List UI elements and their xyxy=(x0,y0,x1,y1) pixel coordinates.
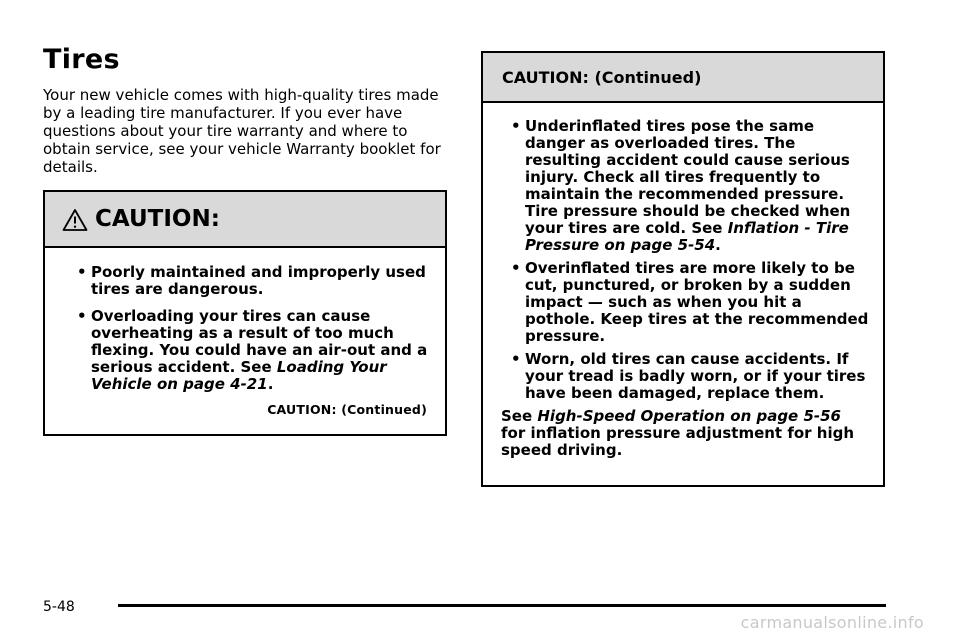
continued-notice: CAUTION: (Continued) xyxy=(267,402,427,417)
list-item xyxy=(506,351,869,402)
bullet-text: Overloading your tires can cause overheating as a result of too much flexing. You could have an air-out and a serious accident. See xyxy=(91,307,428,376)
list-item xyxy=(506,260,869,345)
left-column xyxy=(43,44,453,176)
caution-bullet-list xyxy=(72,264,429,393)
closing-text-end: for inflation pressure adjustment for high speed driving. xyxy=(501,424,855,459)
intro-paragraph: Your new vehicle comes with high-quality tires made by a leading tire manufacturer. If you ever have questions about your tire warranty and where to obtain service, see your vehicle Warranty booklet for details. xyxy=(43,86,441,176)
bullet-marker: • xyxy=(77,307,87,325)
caution-body xyxy=(483,103,883,459)
bullet-marker: • xyxy=(77,263,87,281)
bullet-marker: • xyxy=(511,259,521,277)
page-number: 5-48 xyxy=(43,599,75,615)
bullet-text-end: . xyxy=(715,236,721,254)
caution-header xyxy=(483,53,883,103)
caution-box xyxy=(43,190,447,436)
list-item xyxy=(72,264,429,298)
bullet-marker: • xyxy=(511,350,521,368)
caution-header xyxy=(45,192,445,248)
closing-paragraph xyxy=(501,408,869,459)
bullet-text: Worn, old tires can cause accidents. If your tread is badly worn, or if your tires have been damaged, replace them. xyxy=(525,350,866,402)
cross-reference-link[interactable]: Loading Your Vehicle on page 4-21 xyxy=(91,358,387,393)
caution-heading: CAUTION: xyxy=(95,206,220,232)
warning-triangle-icon xyxy=(62,208,88,232)
cross-reference-link[interactable]: Inflation - Tire Pressure on page 5-54 xyxy=(525,219,849,254)
closing-text-start: See xyxy=(501,407,538,425)
bullet-marker: • xyxy=(511,117,521,135)
bullet-text: Poorly maintained and improperly used tires are dangerous. xyxy=(91,263,426,298)
caution-box-continued xyxy=(481,51,885,487)
footer-rule xyxy=(118,604,886,607)
bullet-text: Underinflated tires pose the same danger as overloaded tires. The resulting accident could cause serious injury. Check all tires frequently to maintain the recommended pressure. Tire pressure should be checked when your tires are cold. See xyxy=(525,117,851,237)
bullet-text-end: . xyxy=(267,375,274,393)
list-item xyxy=(72,308,429,393)
page-title: Tires xyxy=(43,44,120,75)
caution-bullet-list xyxy=(506,118,869,402)
bullet-text: Overinflated tires are more likely to be cut, punctured, or broken by a sudden impact — such as when you hit a pothole. Keep tires at the recommended pressure. xyxy=(525,259,869,345)
caution-heading: CAUTION: (Continued) xyxy=(502,68,702,87)
watermark: carmanualsonline.info xyxy=(740,613,924,632)
cross-reference-link[interactable]: High-Speed Operation on page 5-56 xyxy=(537,407,841,425)
list-item xyxy=(506,118,869,254)
caution-body xyxy=(45,248,445,393)
